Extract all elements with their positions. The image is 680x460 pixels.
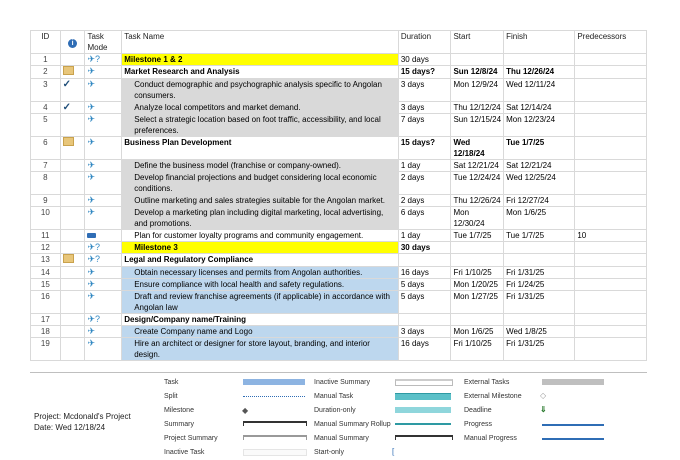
pred-cell[interactable] — [575, 172, 647, 195]
task-mode-cell[interactable] — [85, 114, 122, 137]
task-name-cell[interactable]: Milestone 1 & 2 — [122, 54, 399, 66]
start-cell[interactable]: Sun 12/15/24 — [451, 114, 504, 137]
legend-project-summary-swatch — [243, 435, 307, 440]
manual-pin-icon: ✈ — [87, 279, 96, 289]
duration-cell[interactable]: 2 days — [398, 172, 451, 195]
start-cell[interactable]: Mon 12/9/24 — [451, 79, 504, 102]
col-header-start[interactable]: Start — [451, 31, 504, 54]
finish-cell[interactable]: Fri 1/24/25 — [504, 279, 575, 291]
legend-progress-label: Progress — [464, 421, 493, 428]
table-row[interactable] — [31, 195, 647, 207]
finish-cell[interactable]: Fri 12/27/24 — [504, 195, 575, 207]
external-milestone-diamond-icon: ◇ — [540, 391, 547, 400]
task-mode-cell[interactable] — [85, 207, 122, 230]
task-mode-cell[interactable] — [85, 102, 122, 114]
task-name-cell[interactable]: Select a strategic location based on foot traffic, accessibility, and local preferences. — [122, 114, 399, 137]
duration-cell[interactable]: 3 days — [398, 326, 451, 338]
task-name-cell[interactable]: Develop financial projections and budget considering local economic conditions. — [122, 172, 399, 195]
row-id: 12 — [31, 242, 61, 254]
task-mode-cell[interactable] — [85, 279, 122, 291]
task-mode-cell[interactable] — [85, 137, 122, 160]
manual-pin-question-icon: ✈? — [87, 54, 101, 64]
indicators-cell — [60, 102, 85, 114]
duration-cell[interactable] — [398, 314, 451, 326]
manual-pin-icon: ✈ — [87, 207, 96, 217]
start-cell[interactable]: Sun 12/8/24 — [451, 66, 504, 79]
row-id: 14 — [31, 267, 61, 279]
task-name-cell[interactable]: Market Research and Analysis — [122, 66, 399, 79]
manual-pin-icon: ✈ — [87, 172, 96, 182]
legend-duration-only-swatch — [395, 407, 451, 413]
start-cell[interactable]: Mon 1/6/25 — [451, 326, 504, 338]
gantt-table — [30, 30, 647, 361]
pred-cell[interactable] — [575, 279, 647, 291]
start-cell[interactable]: Thu 12/12/24 — [451, 102, 504, 114]
manual-pin-icon: ✈ — [87, 66, 96, 76]
legend-inactive-task-label: Inactive Task — [164, 449, 205, 456]
start-cell[interactable]: Mon 1/27/25 — [451, 291, 504, 314]
legend-split-swatch — [243, 396, 305, 397]
task-mode-cell[interactable] — [85, 172, 122, 195]
finish-cell[interactable]: Tue 1/7/25 — [504, 230, 575, 242]
duration-cell[interactable] — [398, 254, 451, 267]
col-header-task-name[interactable]: Task Name — [122, 31, 399, 54]
duration-cell[interactable]: 5 days — [398, 291, 451, 314]
duration-cell[interactable]: 3 days — [398, 79, 451, 102]
finish-cell[interactable]: Sat 12/14/24 — [504, 102, 575, 114]
pred-cell[interactable] — [575, 66, 647, 79]
task-name-cell[interactable]: Design/Company name/Training — [122, 314, 399, 326]
legend-start-only-label: Start-only — [314, 449, 344, 456]
task-mode-cell[interactable] — [85, 254, 122, 267]
legend-split-label: Split — [164, 393, 178, 400]
task-mode-cell[interactable] — [85, 242, 122, 254]
task-mode-cell[interactable] — [85, 267, 122, 279]
manual-pin-icon: ✈ — [87, 291, 96, 301]
row-id: 17 — [31, 314, 61, 326]
indicators-cell — [60, 66, 85, 79]
pred-cell[interactable] — [575, 114, 647, 137]
legend-manual-summary-swatch — [395, 435, 453, 440]
finish-cell[interactable]: Fri 1/31/25 — [504, 291, 575, 314]
table-row[interactable] — [31, 314, 647, 326]
project-name: Project: Mcdonald's Project — [34, 412, 131, 421]
pred-cell[interactable] — [575, 102, 647, 114]
start-cell[interactable] — [451, 254, 504, 267]
manual-pin-icon: ✈ — [87, 267, 96, 277]
duration-cell[interactable]: 7 days — [398, 114, 451, 137]
legend-inactive-summary-label: Inactive Summary — [314, 379, 371, 386]
pred-cell[interactable] — [575, 160, 647, 172]
task-mode-cell[interactable] — [85, 54, 122, 66]
table-row[interactable] — [31, 160, 647, 172]
pred-cell[interactable] — [575, 137, 647, 160]
pred-cell[interactable] — [575, 207, 647, 230]
legend-milestone-label: Milestone — [164, 407, 194, 414]
legend-progress-swatch — [542, 424, 604, 426]
duration-cell[interactable]: 30 days — [398, 242, 451, 254]
legend-summary-label: Summary — [164, 421, 194, 428]
start-cell[interactable]: Tue 1/7/25 — [451, 230, 504, 242]
pred-cell[interactable] — [575, 79, 647, 102]
manual-pin-icon: ✈ — [87, 338, 96, 348]
finish-cell[interactable]: Mon 12/23/24 — [504, 114, 575, 137]
info-icon: i — [68, 39, 77, 48]
start-cell[interactable]: Thu 12/26/24 — [451, 195, 504, 207]
duration-cell[interactable]: 6 days — [398, 207, 451, 230]
pred-cell[interactable] — [575, 291, 647, 314]
legend-manual-task-swatch — [395, 393, 451, 400]
finish-cell[interactable]: Wed 12/25/24 — [504, 172, 575, 195]
project-date: Date: Wed 12/18/24 — [34, 423, 106, 432]
deadline-arrow-icon: ⇓ — [540, 405, 547, 414]
table-row[interactable] — [31, 137, 647, 160]
table-row[interactable] — [31, 279, 647, 291]
table-row[interactable] — [31, 267, 647, 279]
task-grid — [30, 30, 647, 370]
start-cell[interactable]: Mon 12/30/24 — [451, 207, 504, 230]
start-cell[interactable]: Wed 12/18/24 — [451, 137, 504, 160]
complete-check-icon: ✓ — [62, 102, 72, 113]
legend-external-milestone-label: External Milestone — [464, 393, 522, 400]
row-id: 16 — [31, 291, 61, 314]
task-name-cell[interactable]: Create Company name and Logo — [122, 326, 399, 338]
row-id: 9 — [31, 195, 61, 207]
task-name-cell[interactable]: Obtain necessary licenses and permits from Angolan authorities. — [122, 267, 399, 279]
duration-cell[interactable]: 1 day — [398, 160, 451, 172]
indicators-cell — [60, 79, 85, 102]
indicators-cell — [60, 54, 85, 66]
row-id: 10 — [31, 207, 61, 230]
finish-cell[interactable]: Sat 12/21/24 — [504, 160, 575, 172]
legend-deadline-label: Deadline — [464, 407, 492, 414]
legend-manual-summary-label: Manual Summary — [314, 435, 369, 442]
finish-cell[interactable]: Mon 1/6/25 — [504, 207, 575, 230]
pred-cell[interactable] — [575, 195, 647, 207]
duration-cell[interactable]: 30 days — [398, 54, 451, 66]
finish-cell[interactable] — [504, 54, 575, 66]
duration-cell[interactable]: 5 days — [398, 279, 451, 291]
row-id: 18 — [31, 326, 61, 338]
pred-cell[interactable] — [575, 267, 647, 279]
indicators-cell — [60, 267, 85, 279]
legend-manual-progress-swatch — [542, 438, 604, 440]
row-id: 8 — [31, 172, 61, 195]
legend-task-swatch — [243, 379, 305, 385]
table-row[interactable] — [31, 254, 647, 267]
table-header-row — [31, 31, 647, 54]
row-id: 19 — [31, 338, 61, 361]
start-cell[interactable]: Fri 1/10/25 — [451, 338, 504, 361]
legend-manual-task-label: Manual Task — [314, 393, 354, 400]
start-only-bracket-icon: [ — [392, 447, 395, 456]
start-cell[interactable]: Fri 1/10/25 — [451, 267, 504, 279]
finish-cell[interactable]: Wed 1/8/25 — [504, 326, 575, 338]
table-row[interactable] — [31, 291, 647, 314]
task-name-cell[interactable]: Develop a marketing plan including digital marketing, local advertising, and promotions. — [122, 207, 399, 230]
row-id: 13 — [31, 254, 61, 267]
row-id: 15 — [31, 279, 61, 291]
task-name-cell[interactable]: Legal and Regulatory Compliance — [122, 254, 399, 267]
complete-check-icon: ✓ — [62, 79, 72, 90]
note-icon[interactable] — [63, 137, 74, 146]
row-id: 7 — [31, 160, 61, 172]
indicators-cell — [60, 338, 85, 361]
legend-task-label: Task — [164, 379, 179, 386]
task-name-cell[interactable]: Analyze local competitors and market demand. — [122, 102, 399, 114]
duration-cell[interactable]: 15 days? — [398, 137, 451, 160]
manual-pin-question-icon: ✈? — [87, 254, 101, 264]
pred-cell[interactable] — [575, 338, 647, 361]
task-mode-cell[interactable] — [85, 79, 122, 102]
legend-duration-only-label: Duration-only — [314, 407, 356, 414]
duration-cell[interactable]: 15 days? — [398, 66, 451, 79]
manual-pin-question-icon: ✈? — [87, 314, 101, 324]
indicators-cell — [60, 314, 85, 326]
table-row[interactable] — [31, 102, 647, 114]
table-row[interactable] — [31, 172, 647, 195]
legend-inactive-summary-swatch — [395, 379, 453, 386]
indicators-cell — [60, 326, 85, 338]
task-mode-cell[interactable] — [85, 160, 122, 172]
indicators-cell — [60, 207, 85, 230]
task-name-cell[interactable]: Plan for customer loyalty programs and community engagement. — [122, 230, 399, 242]
table-row[interactable] — [31, 114, 647, 137]
manual-pin-icon: ✈ — [87, 102, 96, 112]
col-header-task-mode[interactable]: Task Mode — [85, 31, 122, 54]
duration-cell[interactable]: 16 days — [398, 267, 451, 279]
legend-manual-summary-rollup-label: Manual Summary Rollup — [314, 421, 391, 428]
manual-pin-icon: ✈ — [87, 114, 96, 124]
legend-inactive-task-swatch — [243, 449, 307, 456]
duration-cell[interactable]: 1 day — [398, 230, 451, 242]
table-row[interactable] — [31, 326, 647, 338]
legend-project-summary-label: Project Summary — [164, 435, 218, 442]
task-mode-cell[interactable] — [85, 66, 122, 79]
table-row[interactable] — [31, 79, 647, 102]
start-cell[interactable] — [451, 242, 504, 254]
milestone-diamond-icon: ◆ — [242, 406, 249, 415]
pred-cell[interactable]: 10 — [575, 230, 647, 242]
row-id: 1 — [31, 54, 61, 66]
table-row[interactable] — [31, 54, 647, 66]
start-cell[interactable]: Tue 12/24/24 — [451, 172, 504, 195]
row-id: 3 — [31, 79, 61, 102]
col-header-predecessors[interactable]: Predecessors — [575, 31, 647, 54]
task-name-cell[interactable]: Ensure compliance with local health and safety regulations. — [122, 279, 399, 291]
task-name-cell[interactable]: Milestone 3 — [122, 242, 399, 254]
legend-external-tasks-label: External Tasks — [464, 379, 510, 386]
finish-cell[interactable] — [504, 314, 575, 326]
task-name-cell[interactable]: Business Plan Development — [122, 137, 399, 160]
pred-cell[interactable] — [575, 242, 647, 254]
legend-panel — [30, 372, 647, 460]
task-name-cell[interactable]: Outline marketing and sales strategies suitable for the Angolan market. — [122, 195, 399, 207]
indicators-cell — [60, 291, 85, 314]
finish-cell[interactable]: Fri 1/31/25 — [504, 338, 575, 361]
duration-cell[interactable]: 2 days — [398, 195, 451, 207]
table-row[interactable] — [31, 66, 647, 79]
duration-cell[interactable]: 16 days — [398, 338, 451, 361]
manual-pin-icon: ✈ — [87, 137, 96, 147]
row-id: 2 — [31, 66, 61, 79]
pred-cell[interactable] — [575, 254, 647, 267]
indicators-cell — [60, 137, 85, 160]
row-id: 4 — [31, 102, 61, 114]
finish-cell[interactable]: Thu 12/26/24 — [504, 66, 575, 79]
indicators-cell — [60, 242, 85, 254]
project-info — [34, 411, 131, 433]
table-row[interactable] — [31, 230, 647, 242]
start-cell[interactable] — [451, 54, 504, 66]
indicators-cell — [60, 195, 85, 207]
legend-summary-swatch — [243, 421, 307, 426]
legend-manual-progress-label: Manual Progress — [464, 435, 517, 442]
col-header-indicators[interactable] — [60, 31, 85, 54]
task-mode-cell[interactable] — [85, 338, 122, 361]
manual-pin-icon: ✈ — [87, 326, 96, 336]
finish-cell[interactable] — [504, 242, 575, 254]
task-mode-cell[interactable] — [85, 326, 122, 338]
task-name-cell[interactable]: Define the business model (franchise or company-owned). — [122, 160, 399, 172]
indicators-cell — [60, 172, 85, 195]
task-mode-cell[interactable] — [85, 195, 122, 207]
indicators-cell — [60, 279, 85, 291]
start-cell[interactable]: Sat 12/21/24 — [451, 160, 504, 172]
col-header-duration[interactable]: Duration — [398, 31, 451, 54]
task-mode-cell[interactable] — [85, 230, 122, 242]
manual-pin-icon: ✈ — [87, 160, 96, 170]
task-name-cell[interactable]: Hire an architect or designer for store layout, branding, and interior design. — [122, 338, 399, 361]
task-mode-cell[interactable] — [85, 314, 122, 326]
finish-cell[interactable]: Wed 12/11/24 — [504, 79, 575, 102]
note-icon[interactable] — [63, 254, 74, 263]
duration-cell[interactable]: 3 days — [398, 102, 451, 114]
note-icon[interactable] — [63, 66, 74, 75]
row-id: 5 — [31, 114, 61, 137]
indicators-cell — [60, 254, 85, 267]
manual-pin-icon: ✈ — [87, 195, 96, 205]
pred-cell[interactable] — [575, 314, 647, 326]
table-row[interactable] — [31, 242, 647, 254]
auto-schedule-icon — [87, 233, 96, 238]
start-cell[interactable]: Mon 1/20/25 — [451, 279, 504, 291]
row-id: 11 — [31, 230, 61, 242]
table-row[interactable] — [31, 338, 647, 361]
manual-pin-icon: ✈ — [87, 79, 96, 89]
manual-pin-question-icon: ✈? — [87, 242, 101, 252]
pred-cell[interactable] — [575, 54, 647, 66]
finish-cell[interactable] — [504, 254, 575, 267]
col-header-finish[interactable]: Finish — [504, 31, 575, 54]
row-id: 6 — [31, 137, 61, 160]
indicators-cell — [60, 230, 85, 242]
finish-cell[interactable]: Fri 1/31/25 — [504, 267, 575, 279]
task-name-cell[interactable]: Conduct demographic and psychographic analysis specific to Angolan consumers. — [122, 79, 399, 102]
pred-cell[interactable] — [575, 326, 647, 338]
indicators-cell — [60, 160, 85, 172]
finish-cell[interactable]: Tue 1/7/25 — [504, 137, 575, 160]
col-header-id[interactable]: ID — [31, 31, 61, 54]
task-name-cell[interactable]: Draft and review franchise agreements (if applicable) in accordance with Angolan law — [122, 291, 399, 314]
table-row[interactable] — [31, 207, 647, 230]
start-cell[interactable] — [451, 314, 504, 326]
legend-external-tasks-swatch — [542, 379, 604, 385]
indicators-cell — [60, 114, 85, 137]
task-mode-cell[interactable] — [85, 291, 122, 314]
legend-manual-summary-rollup-swatch — [395, 423, 451, 425]
